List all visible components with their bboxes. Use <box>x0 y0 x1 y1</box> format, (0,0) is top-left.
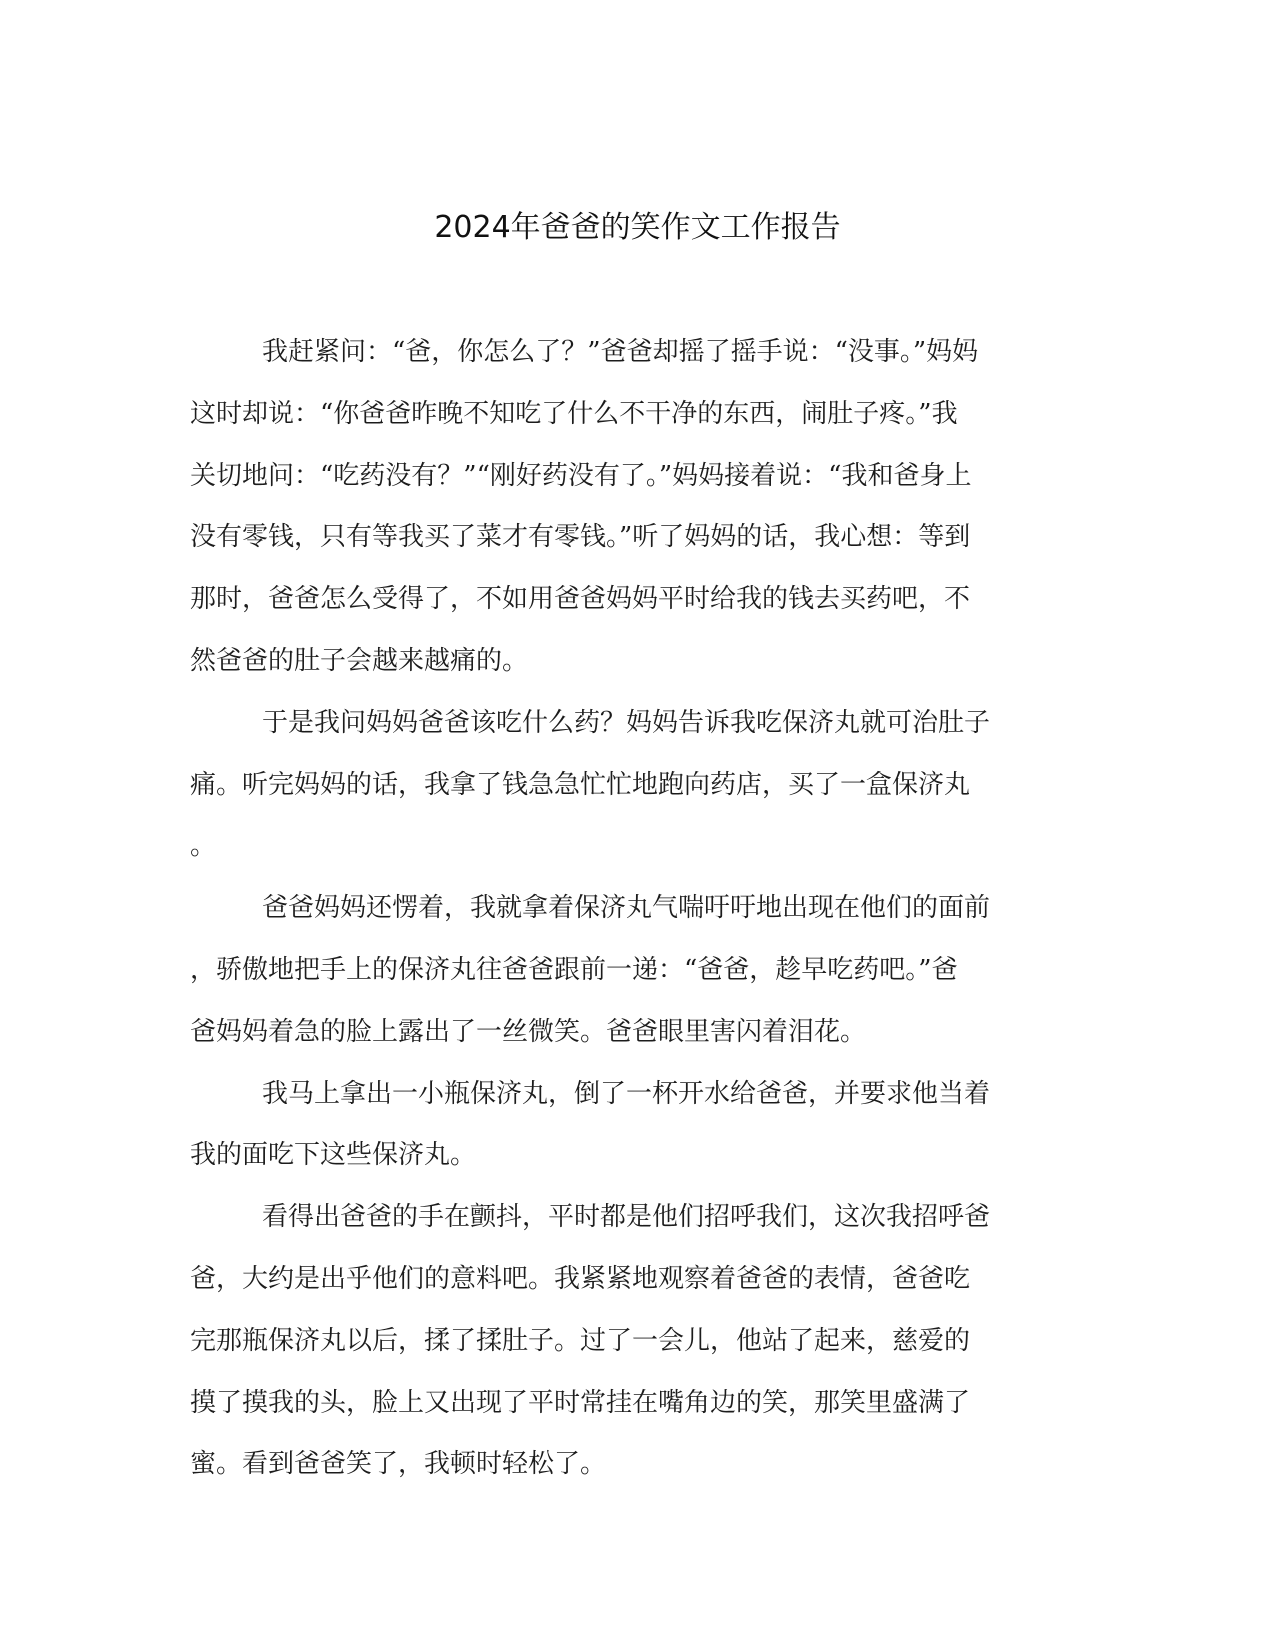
body-line: 关切地问：“吃药没有？”“刚好药没有了。”妈妈接着说：“我和爸身上 <box>190 460 972 491</box>
document-title: 2024年爸爸的笑作文工作报告 <box>434 210 841 245</box>
body-line: 爸，大约是出乎他们的意料吧。我紧紧地观察着爸爸的表情，爸爸吃 <box>190 1263 971 1294</box>
body-line: 我赶紧问：“爸，你怎么了？”爸爸却摇了摇手说：“没事。”妈妈 <box>262 337 979 367</box>
body-line: 爸妈妈着急的脸上露出了一丝微笑。爸爸眼里害闪着泪花。 <box>190 1016 867 1047</box>
body-line: 完那瓶保济丸以后，揉了揉肚子。过了一会儿，他站了起来，慈爱的 <box>190 1325 971 1356</box>
body-line: 痛。听完妈妈的话，我拿了钱急急忙忙地跑向药店，买了一盒保济丸 <box>190 769 971 800</box>
body-line: 看得出爸爸的手在颤抖，平时都是他们招呼我们，这次我招呼爸 <box>262 1202 991 1233</box>
body-line: 那时，爸爸怎么受得了，不如用爸爸妈妈平时给我的钱去买药吧，不 <box>190 584 971 615</box>
body-line: 爸爸妈妈还愣着，我就拿着保济丸气喘吁吁地出现在他们的面前 <box>262 893 991 924</box>
body-line: 我的面吃下这些保济丸。 <box>190 1140 477 1171</box>
body-line: 然爸爸的肚子会越来越痛的。 <box>190 645 529 676</box>
body-line: 我马上拿出一小瓶保济丸，倒了一杯开水给爸爸，并要求他当着 <box>262 1078 991 1109</box>
body-line: ，骄傲地把手上的保济丸往爸爸跟前一递：“爸爸，趁早吃药吧。”爸 <box>190 954 958 985</box>
document-body <box>190 322 1070 1496</box>
body-line: 这时却说：“你爸爸昨晚不知吃了什么不干净的东西，闹肚子疼。”我 <box>190 398 958 429</box>
body-line: 摸了摸我的头，脸上又出现了平时常挂在嘴角边的笑，那笑里盛满了 <box>190 1387 971 1418</box>
body-line: 蜜。看到爸爸笑了，我顿时轻松了。 <box>190 1449 607 1480</box>
body-line: 没有零钱，只有等我买了菜才有零钱。”听了妈妈的话，我心想：等到 <box>190 522 971 553</box>
body-line: 。 <box>190 831 217 862</box>
body-line: 于是我问妈妈爸爸该吃什么药？妈妈告诉我吃保济丸就可治肚子 <box>262 707 991 738</box>
